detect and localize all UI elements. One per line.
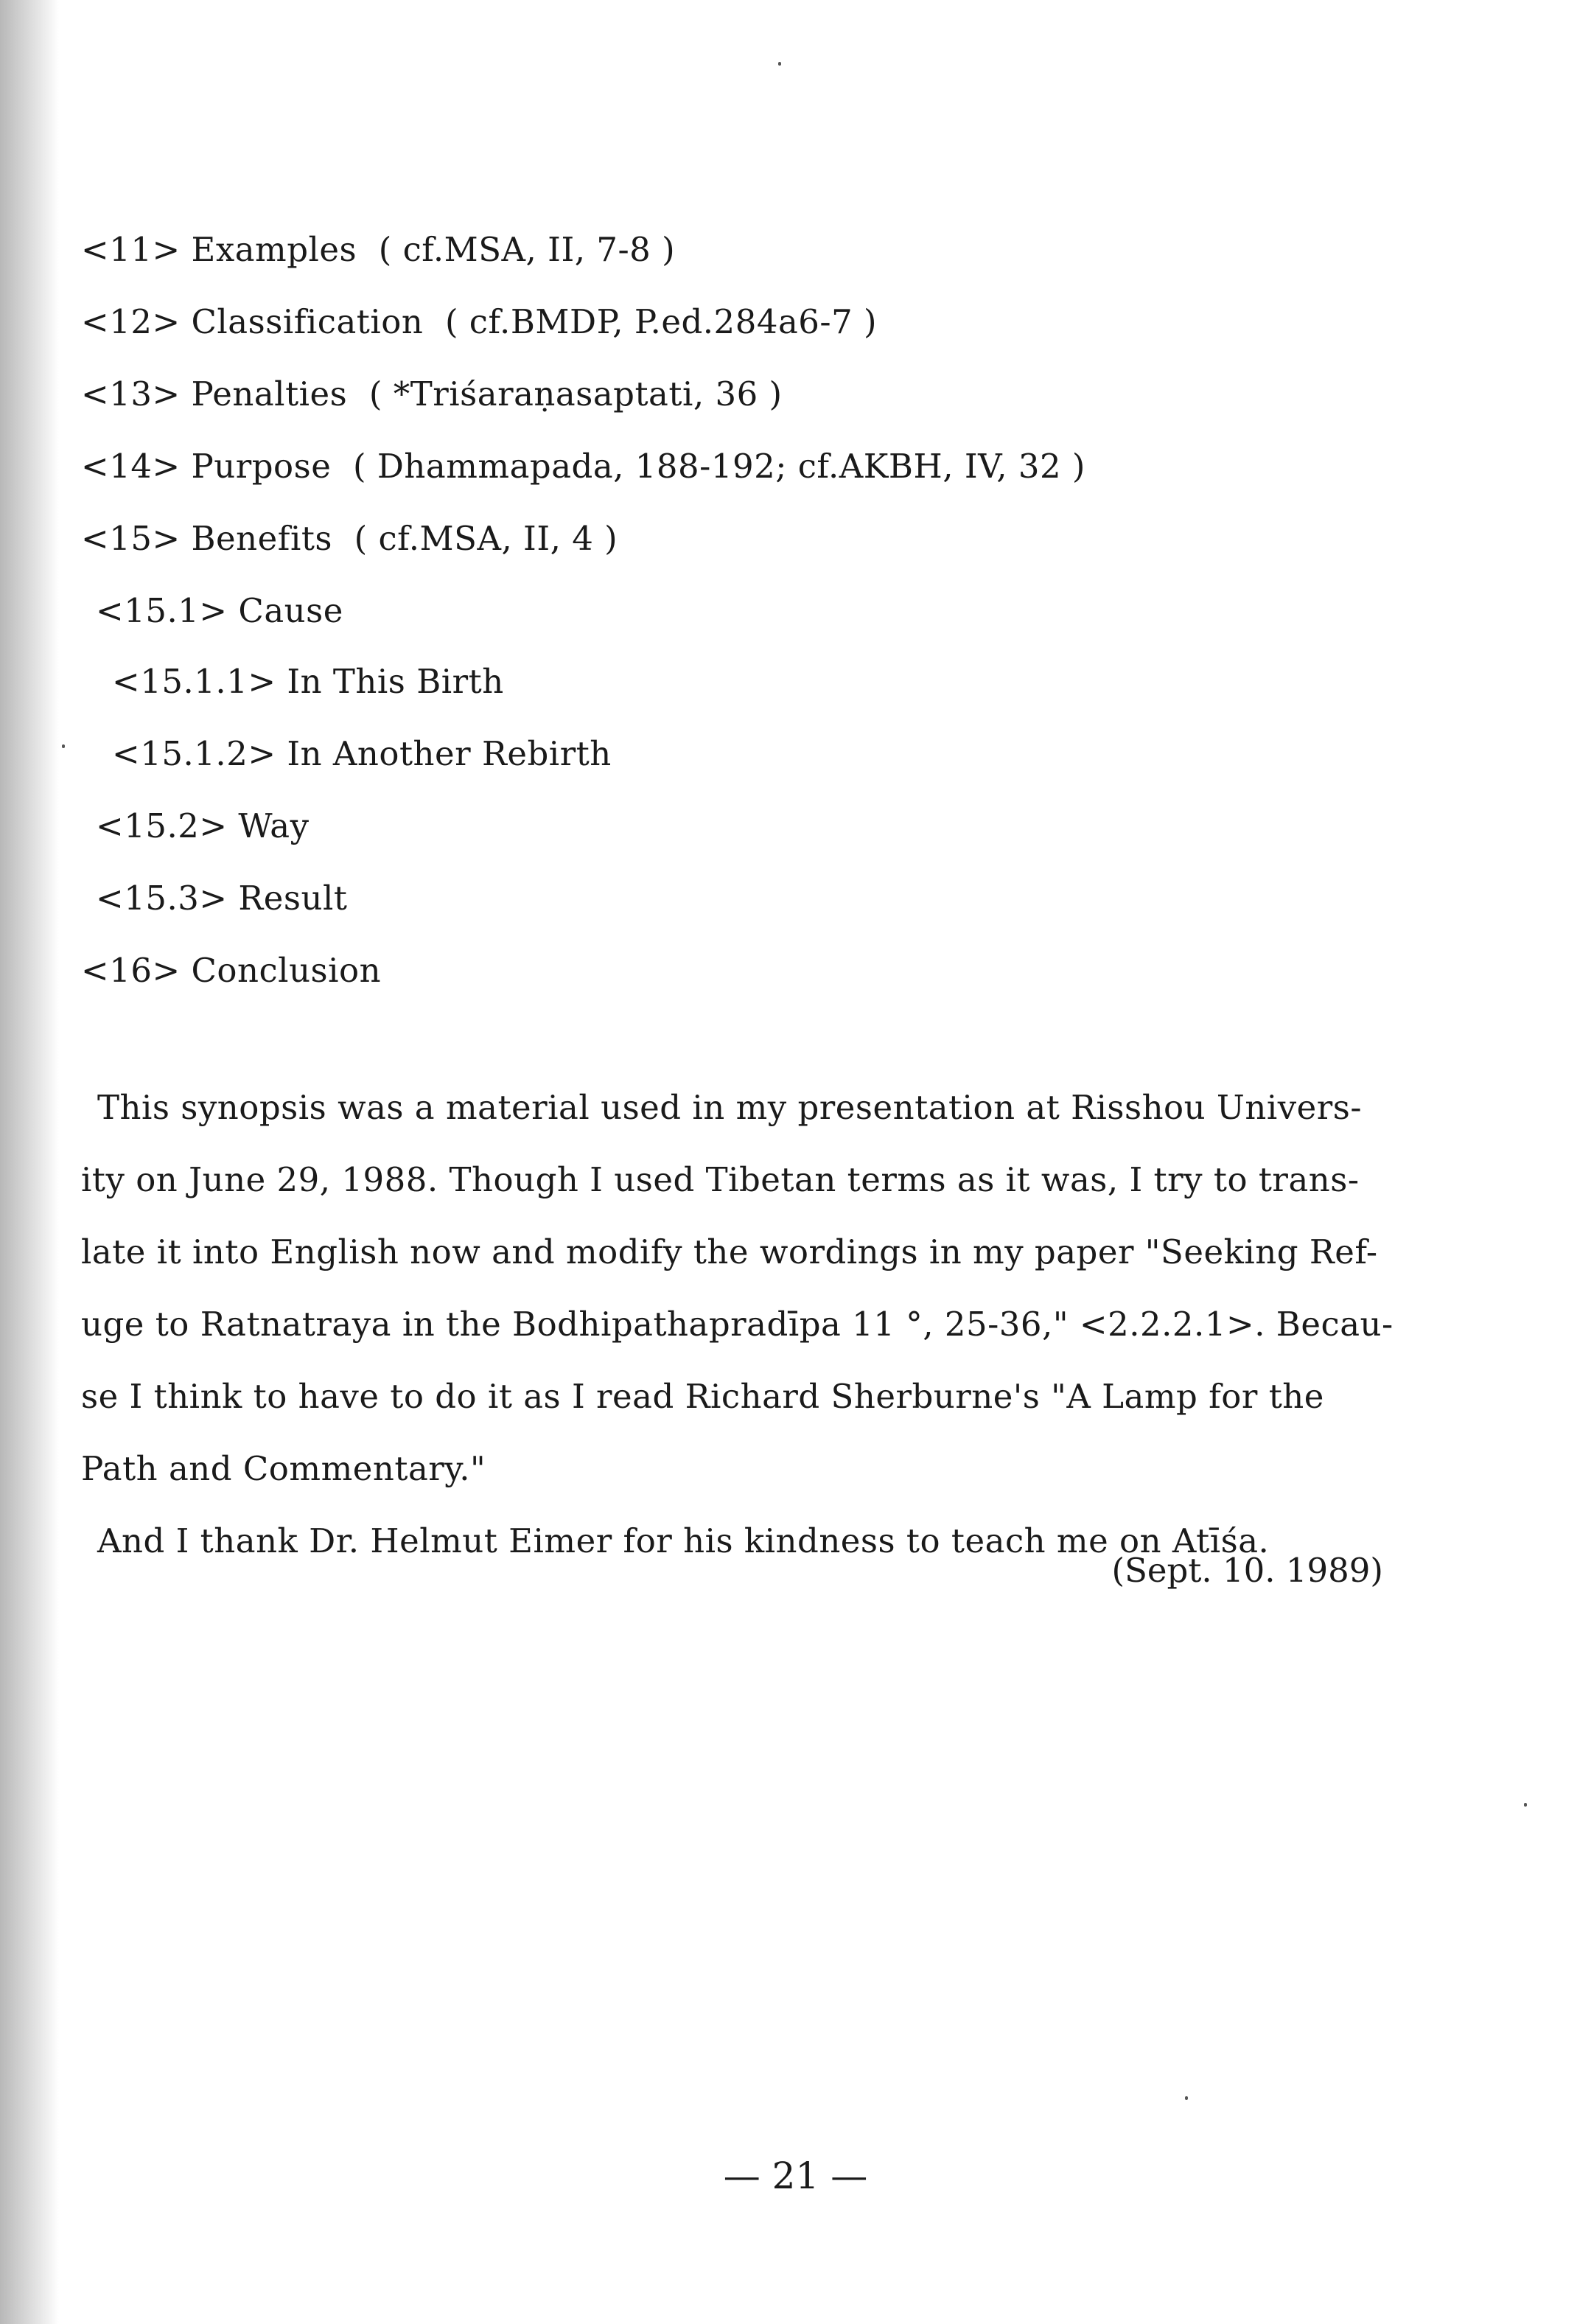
outline-item-16: <16> Conclusion (81, 951, 382, 990)
scan-speck (1185, 2096, 1188, 2100)
paragraph-line: This synopsis was a material used in my presentation at Risshou Univers- (97, 1088, 1363, 1127)
page-number: — 21 — (723, 2154, 868, 2197)
paragraph-line: late it into English now and modify the wordings in my paper "Seeking Ref- (81, 1232, 1378, 1271)
paragraph-line: Path and Commentary." (81, 1449, 486, 1488)
acknowledgement-line: And I thank Dr. Helmut Eimer for his kindness to teach me on Atīśa. (97, 1521, 1270, 1560)
outline-item-15-1-1: <15.1.1> In This Birth (112, 662, 504, 701)
outline-item-15-1-2: <15.1.2> In Another Rebirth (112, 734, 612, 773)
scan-speck (62, 744, 65, 748)
outline-item-14: <14> Purpose ( Dhammapada, 188-192; cf.AKBH, IV, 32 ) (81, 447, 1085, 486)
scan-speck (1524, 1803, 1527, 1807)
scan-speck (778, 62, 781, 66)
paragraph-line: se I think to have to do it as I read Richard Sherburne's "A Lamp for the (81, 1377, 1324, 1416)
outline-item-15: <15> Benefits ( cf.MSA, II, 4 ) (81, 519, 618, 558)
outline-item-15-2: <15.2> Way (96, 806, 310, 845)
outline-item-11: <11> Examples ( cf.MSA, II, 7-8 ) (81, 230, 676, 269)
outline-item-12: <12> Classification ( cf.BMDP, P.ed.284a6-7 ) (81, 302, 878, 341)
outline-item-15-3: <15.3> Result (96, 879, 348, 918)
outline-item-13: <13> Penalties ( *Triśaraṇasaptati, 36 ) (81, 374, 783, 413)
paragraph-line: ity on June 29, 1988. Though I used Tibetan terms as it was, I try to trans- (81, 1160, 1360, 1199)
date-line: (Sept. 10. 1989) (1111, 1551, 1383, 1590)
outline-item-15-1: <15.1> Cause (96, 591, 343, 630)
paragraph-line: uge to Ratnatraya in the Bodhipathapradīpa 11 °, 25-36," <2.2.2.1>. Becau- (81, 1305, 1394, 1344)
